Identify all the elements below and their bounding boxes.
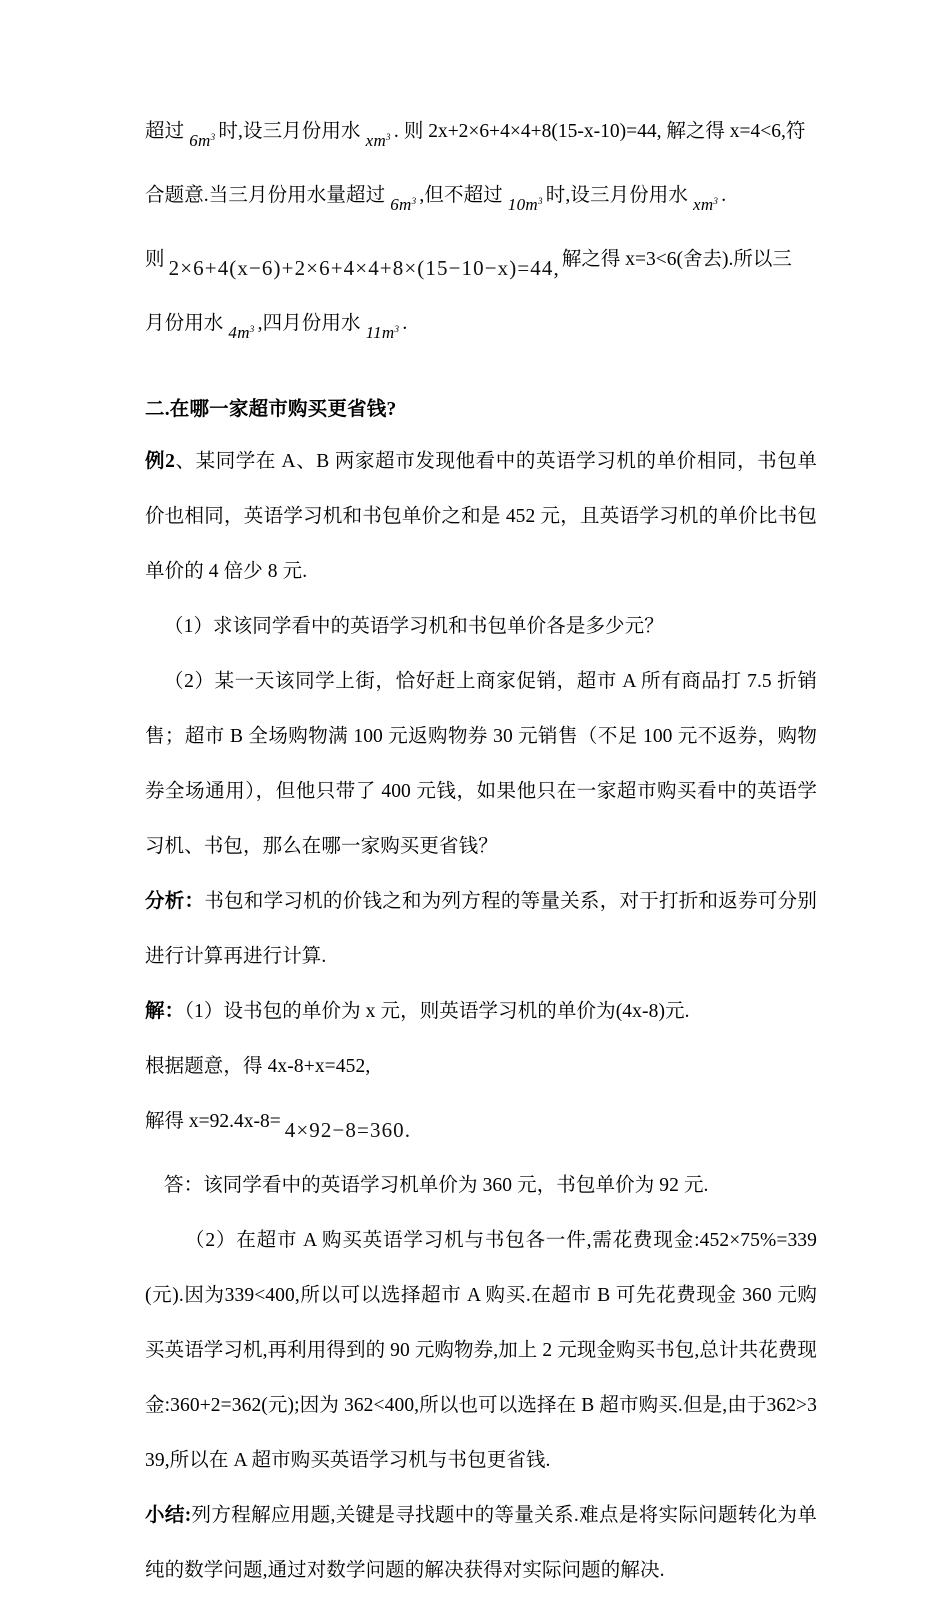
math-inline-6m3-b: $6m^3$ [390, 195, 417, 214]
s1-line4-text-a: 月份用水 [145, 313, 224, 334]
example-2-paragraph [145, 434, 817, 599]
s1-line2-text-d: . [721, 185, 727, 206]
document-body [145, 104, 817, 1598]
solution-line-2: 根据题意，得 4x-8+x=452, [145, 1056, 371, 1077]
s1-line1-text-a: 超过 [145, 121, 185, 142]
s1-line4-text-b: ,四月份用水 [257, 313, 361, 334]
s1-line2-text-a: 合题意.当三月份用水量超过 [145, 185, 386, 206]
answer-line: 答：该同学看中的英语学习机单价为 360 元，书包单价为 92 元. [164, 1175, 709, 1196]
section-one-line-2 [145, 168, 817, 232]
analysis-label: 分析： [145, 891, 205, 912]
math-inline-10m3: $10m^3$ [507, 195, 543, 214]
summary-label: 小结: [145, 1505, 192, 1526]
math-inline-xm3-a: $xm^3$ [365, 131, 391, 150]
solution-line-3-text: 解得 x=92.4x-8= [145, 1111, 281, 1132]
display-equation-price: 4×92−8=360. [284, 1118, 412, 1142]
question-2: （2）某一天该同学上街，恰好赶上商家促销，超市 A 所有商品打 7.5 折销售；超市 B 全场购物满 100 元返购物券 30 元销售（不足 100 元不返券，购物券全场通用），但他只带了 400 元钱，如果他只在一家超市购买看中的英语学习机、书包，那么在哪一家购买更省钱？ [145, 671, 817, 857]
section-two-heading: 二.在哪一家超市购买更省钱? [145, 399, 397, 420]
analysis-paragraph [145, 874, 817, 984]
summary-paragraph [145, 1488, 817, 1598]
math-inline-6m3-a: $6m^3$ [189, 131, 216, 150]
s1-line4-text-c: . [402, 313, 408, 334]
section-one-line-3 [145, 232, 817, 296]
solution-paragraph [145, 984, 817, 1039]
math-inline-11m3: $11m^3$ [365, 323, 400, 342]
s1-line1-text-d: 则 2x+2×6+4×4+8(15-x-10)=44, 解之得 x=4<6,符 [403, 121, 806, 142]
solution-line-3 [145, 1094, 817, 1158]
solution-label: 解： [145, 1001, 185, 1022]
s1-line3-text-a: 则 [145, 249, 165, 270]
example-2-label: 例2 [145, 451, 175, 472]
display-equation-water: 2×6+4(x−6)+2×6+4×4+8×(15−10−x)=44, [168, 256, 560, 280]
example-2-text: 、某同学在 A、B 两家超市发现他看中的英语学习机的单价相同，书包单价也相同，英语学习机和书包单价之和是 452 元，且英语学习机的单价比书包单价的 4 倍少 8 元. [145, 451, 817, 582]
s1-line1-text-c: . [393, 121, 399, 142]
s1-line1-text-b: 时,设三月份用水 [218, 121, 361, 142]
s1-line3-text-b: 解之得 x=3<6(舍去).所以三 [561, 249, 792, 270]
s1-line2-text-c: 时,设三月份用水 [545, 185, 688, 206]
section-spacer [145, 360, 817, 386]
section-one-line-4 [145, 296, 817, 360]
math-inline-4m3: $4m^3$ [228, 323, 255, 342]
solution-text: （1）设书包的单价为 x 元，则英语学习机的单价为(4x-8)元. [184, 1001, 690, 1022]
section-one-line-1 [145, 104, 817, 168]
question-1: （1）求该同学看中的英语学习机和书包单价各是多少元？ [164, 616, 664, 637]
math-inline-xm3-b: $xm^3$ [692, 195, 719, 214]
analysis-text: 书包和学习机的价钱之和为列方程的等量关系，对于打折和返券可分别进行计算再进行计算. [145, 891, 817, 967]
part-2-solution: （2）在超市 A 购买英语学习机与书包各一件,需花费现金:452×75%=339(元).因为339<400,所以可以选择超市 A 购买.在超市 B 可先花费现金 360 元购买英语学习机,再利用得到的 90 元购物券,加上 2 元现金购买书包,总计共花费现金:360+2=362(元);因为 362<400,所以也可以选择在 B 超市购买.但是,由于362>339,所以在 A 超市购买英语学习机与书包更省钱. [145, 1230, 817, 1471]
s1-line2-text-b: ,但不超过 [419, 185, 503, 206]
summary-text: 列方程解应用题,关键是寻找题中的等量关系.难点是将实际问题转化为单纯的数学问题,通过对数学问题的解决获得对实际问题的解决. [145, 1505, 817, 1581]
